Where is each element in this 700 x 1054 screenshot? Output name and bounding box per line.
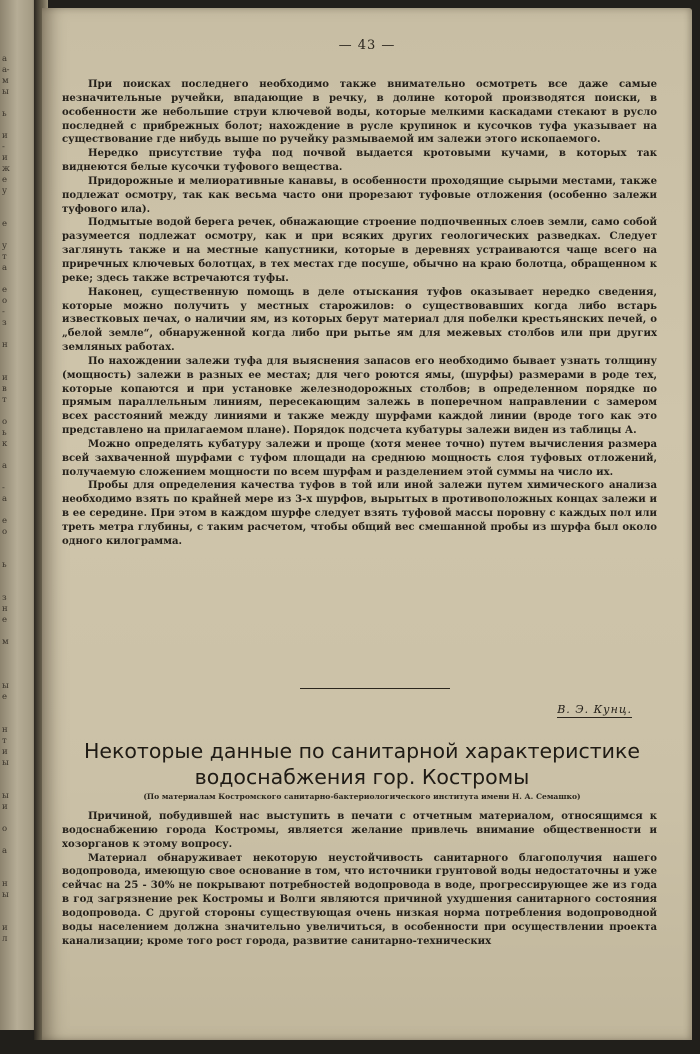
paragraph: По нахождении залежи туфа для выяснения запасов его необходимо бывает узнать толщину (мощность) залежи в разных ее местах; для чего роются ямы, (шурфы) размерами в роде тех, которые копаются и при установке железнодорожных столбов; в определенном порядке по прямым параллельным линиям, пересекающим залежь в поперечном направлении с замером всех расстояний между линиями и также между шурфами каждой линии (вроде того как это представлено на прилагаемом плане). Порядок подсчета кубатуры залежи виден из таблицы А. <box>62 355 657 437</box>
left-page-edge <box>0 0 38 1030</box>
author-signature: В. Э. Кунц. <box>557 703 632 716</box>
paragraph: Придорожные и мелиоративные канавы, в особенности проходящие сырыми местами, также подлежат осмотру, так как весьма часто они прорезают туфовые отложения (особенно залежи туфового ила). <box>62 175 657 215</box>
article-body-top <box>62 78 657 549</box>
article-body-bottom <box>62 810 657 948</box>
paragraph: Пробы для определения качества туфов в той или иной залежи путем химического анализа необходимо взять по крайней мере из 3-х шурфов, вырытых в противоположных концах залежи и в ее середине. При этом в каждом шурфе следует взять туфовой массы поровну с каждых пол или треть метра глубины, с таким расчетом, чтобы общий вес смешанной пробы из шурфа был около одного килограмма. <box>62 480 657 547</box>
title-line: Некоторые данные по санитарной характеристике <box>83 739 640 763</box>
section-divider <box>300 688 450 689</box>
right-page <box>42 8 692 1040</box>
paragraph: Нередко присутствие туфа под почвой выдается кротовыми кучами, в которых так виднеются белые кусочки туфового вещества. <box>62 148 657 174</box>
page-number: — 43 — <box>338 38 396 53</box>
paragraph: При поисках последнего необходимо также внимательно осмотреть все даже самые незначительные ручейки, впадающие в речку, в долине которой производятся поиски, в особенности же небольшие струи ключевой воды, которые мелкими каскадами стекают в русло последней с прибрежных болот; нахождение в русле крупинок и кусочков туфа указывает на существование где нибудь выше по ручейку размываемой им залежи этого ископаемого. <box>62 79 657 146</box>
title-line: водоснабжения гор. Костромы <box>194 765 530 789</box>
paragraph: Подмытые водой берега речек, обнажающие строение подпочвенных слоев земли, само собой разумеется подлежат осмотру, как и при всяких других геологических разведках. Следует заглянуть также и на местные капустники, которые в деревнях устраиваются чаще всего на приречных ключевых болотцах, в тех местах где посуше, обычно на краю болотца, обращенном к реке; здесь также встречаются туфы. <box>62 217 657 284</box>
paragraph: Материал обнаруживает некоторую неустойчивость санитарного благополучия нашего водопровода, имеющую свое основание в том, что источники грунтовой воды недостаточны и уже сейчас на 25 - 30% не покрывают потребностей водопровода в воде, прогрессирующее же из года в год загрязнение рек Костромы и Волги являются причиной ухудшения санитарного состояния водопровода. С другой стороны существующая очень низкая норма потребления водопроводной воды населением должна значительно увеличиться, в особенности при осуществлении проекта канализации; кроме того рост города, развитие санитарно-технических <box>62 852 657 947</box>
article-title <box>62 738 662 790</box>
left-page-text-fragments: а а- м ы ь и - и ж е у е у т а е о - з н и в т о ь к а - а е о ь з н е м ы е н т и ы ы и о а н ы и л <box>2 54 10 944</box>
article-subtitle: (По материалам Костромского санитарно-бактериологического института имени Н. А. Семашко) <box>143 792 581 801</box>
paragraph: Причиной, побудившей нас выступить в печати с отчетным материалом, относящимся к водоснабжению города Костромы, является желание привлечь внимание общественности и хозорганов к этому вопросу. <box>62 811 657 850</box>
paragraph: Наконец, существенную помощь в деле отыскания туфов оказывает нередко сведения, которые можно получить у местных старожилов: о существовавших когда либо встарь известковых печах, о наличии ям, из которых берут материал для побелки крестьянских печей, о „белой земле“, обнаруженной когда либо при рытье ям для межевых столбов или при других земляных работах. <box>62 286 657 354</box>
paragraph: Можно определять кубатуру залежи и проще (хотя менее точно) путем вычисления размера всей захваченной шурфами с туфом площади на среднюю мощность слоя туфовых отложений, получаемую сложением мощности по всем шурфам и разделением этой суммы на число их. <box>62 438 657 478</box>
